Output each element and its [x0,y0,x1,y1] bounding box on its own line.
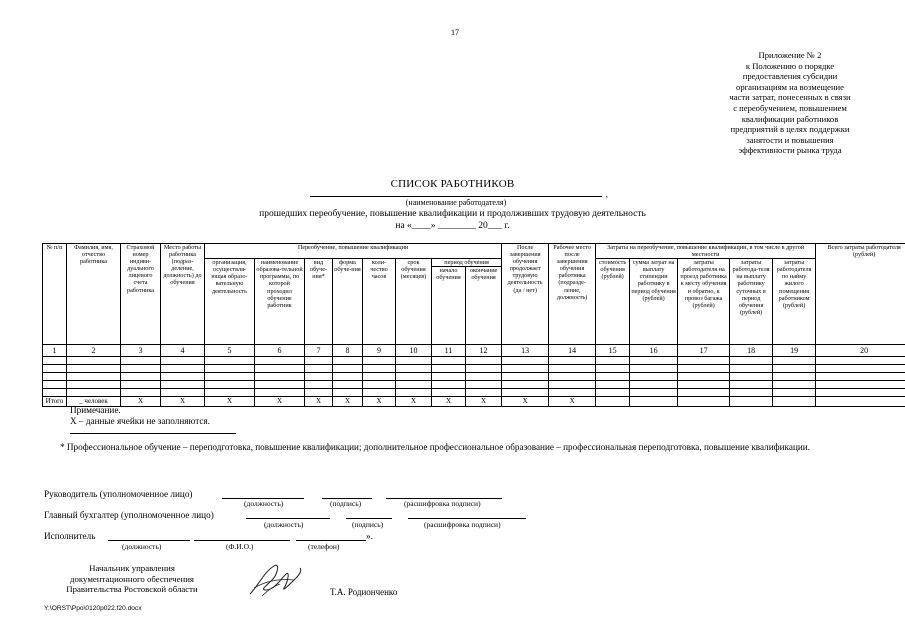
table-row [43,357,905,365]
note-title: Примечание. [70,405,121,415]
head-position-caption: (должность) [244,499,284,508]
total-cell: Х [121,397,161,407]
appendix-line: к Положению о порядке [745,60,835,71]
col-header-training-kind: вид обуче-ния* [305,259,333,345]
accountant-position-line [246,518,330,519]
accountant-position-caption: (должность) [264,520,304,529]
chief-name: Т.А. Родионченко [330,587,398,597]
head-signature-label: Руководитель (уполномоченное лицо) [44,489,193,499]
column-number: 18 [730,345,773,357]
column-number: 1 [43,345,67,357]
total-cell: Х [396,397,432,407]
column-number: 4 [161,345,205,357]
appendix-line: предоставления субсидии [742,71,838,82]
total-cell: Х [549,397,596,407]
col-header-workplace-before: Место работы работника (подраз-деление, должность) до обучения [161,244,205,345]
col-header-period: период обучения [432,259,502,267]
executor-label: Исполнитель [44,531,96,541]
column-number: 14 [549,345,596,357]
chief-title [44,563,220,595]
document-path: Y:\ORST\Ppo\0120p022.f20.docx [44,605,142,612]
total-cell: Х [333,397,363,407]
appendix-line: эффективности рынка труда [738,145,842,156]
col-header-costs: Затраты на переобучение, повышение квалификации, в том числе в другой местности [596,244,816,259]
column-number: 19 [773,345,816,357]
table-row [43,373,905,381]
col-header-continues-work: После завершения обучения продолжает трудовую деятельность (да / нет) [502,244,549,345]
column-number: 11 [432,345,466,357]
total-cell [773,397,816,407]
total-cell: Итого [43,397,67,407]
employer-label: (наименование работодателя) [405,198,507,207]
table-row [43,381,905,389]
accountant-signature-label: Главный бухгалтер (уполномоченное лицо) [44,510,214,520]
appendix-heading [694,50,886,156]
total-cell: Х [466,397,502,407]
column-number: 3 [121,345,161,357]
accountant-decode-line [408,518,526,519]
col-header-start: начало обучения [432,267,466,345]
column-number: 5 [205,345,255,357]
footnote: * Профессиональное обучение – переподготовка, повышение квалификации; дополнительное профессиональное образование – профессиональная переподготовка, повышение квалификации. [60,442,810,452]
document-subtitle: прошедших переобучение, повышение квалификации и продолживших трудовую деятельность [259,209,646,219]
document-title: СПИСОК РАБОТНИКОВ [390,178,515,190]
total-cell: Х [363,397,396,407]
accountant-decode-caption: (расшифровка подписи) [424,520,501,529]
chief-title-line: Начальник управления [89,563,175,573]
total-cell: _ человек [67,397,121,407]
column-number: 7 [305,345,333,357]
appendix-line: с переобучением, повышением [733,102,847,113]
column-number: 17 [678,345,730,357]
executor-closing-quote: ». [366,531,373,541]
executor-phone-line [296,540,366,541]
note [70,405,210,427]
col-header-daily: затраты работода-теля на выплату работнику суточных в период обучения (рублей) [730,259,773,345]
total-cell: Х [205,397,255,407]
column-number: 15 [596,345,630,357]
appendix-line: организациям на возмещение [736,81,844,92]
handwritten-signature [244,560,306,602]
head-decode-caption: (расшифровка подписи) [404,499,481,508]
appendix-line: квалификации работников [741,113,839,124]
col-header-end: окончание обучения [466,267,502,345]
chief-title-line: Правительства Ростовской области [66,584,198,594]
col-header-program: наименование образова-тельной программы, по которой проходил обучение работник [255,259,305,345]
column-number: 16 [630,345,678,357]
executor-fio-line [194,540,290,541]
page-number: 17 [451,28,459,37]
total-cell: Х [502,397,549,407]
total-cell [630,397,678,407]
col-header-training-form: форма обуче-ния [333,259,363,345]
total-cell: Х [255,397,305,407]
executor-phone-caption: (телефон) [308,542,340,551]
appendix-line: предприятий в целях поддержки [730,124,850,135]
appendix-line: части затрат, понесенных в связи [729,92,851,103]
executor-position-caption: (должность) [122,542,162,551]
employees-table [42,243,905,407]
note-text: Х – данные ячейки не заполняются. [70,416,210,426]
date-line: на «____» ________ 20___ г. [395,221,510,231]
col-header-organization: организация, осуществля-ющая образо-вательную деятельность [205,259,255,345]
chief-title-line: документационного обеспечения [70,573,194,584]
total-cell [596,397,630,407]
executor-fio-caption: (Ф.И.О.) [226,542,254,551]
column-number: 6 [255,345,305,357]
employer-name-line [310,196,602,197]
col-header-travel: затраты работодателя на проезд работника к месту обучения и обратно, к провоз багажа (рублей) [678,259,730,345]
column-number: 20 [816,345,905,357]
col-header-training: Переобучение, повышение квалификации [205,244,502,259]
executor-position-line [108,540,190,541]
total-cell: Х [432,397,466,407]
appendix-line: занятости и повышения [746,134,834,145]
column-number: 12 [466,345,502,357]
column-number: 2 [67,345,121,357]
column-number: 13 [502,345,549,357]
total-cell: Х [161,397,205,407]
head-signature-caption: (подпись) [330,499,362,508]
accountant-signature-caption: (подпись) [352,520,384,529]
col-header-name: Фамилия, имя, отчество работника [67,244,121,345]
column-numbers-row [43,345,905,357]
column-number: 10 [396,345,432,357]
col-header-snils: Страховой номер индиви-дуального лицевого счета работника [121,244,161,345]
total-cell [816,397,905,407]
column-number: 8 [333,345,363,357]
footnote-separator [70,433,236,434]
appendix-line: Приложение № 2 [758,50,822,60]
table-row [43,389,905,397]
total-cell: Х [305,397,333,407]
table-row [43,365,905,373]
col-header-cost: стоимость обучения (рублей) [596,259,630,345]
accountant-signature-line [346,518,392,519]
col-header-num: № п/п [43,244,67,345]
col-header-housing: затраты работодателя по найму жилого помещения работником (рублей) [773,259,816,345]
col-header-hours: коли-чество часов [363,259,396,345]
total-cell [678,397,730,407]
total-cell [730,397,773,407]
column-number: 9 [363,345,396,357]
col-header-workplace-after: Рабочее место после завершения обучения работника (подразде-ление, должность) [549,244,596,345]
col-header-stipend: сумма затрат на выплату стипендии работнику в период обучения (рублей) [630,259,678,345]
col-header-total-costs: Всего затраты работодателя (рублей) [816,244,905,345]
col-header-term: срок обучения (месяцев) [396,259,432,345]
